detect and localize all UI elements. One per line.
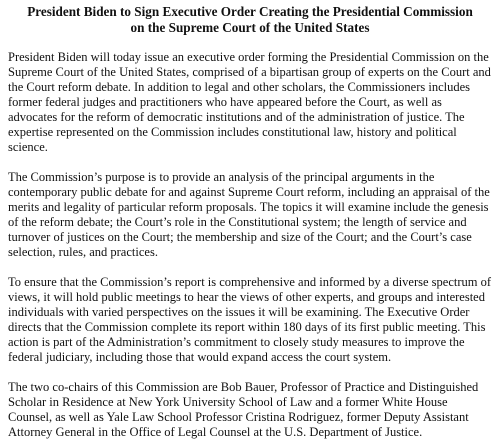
paragraph-intro: President Biden will today issue an executive order forming the Presidential Commission on the Supreme Court of the United States, comprised of a bipartisan group of experts on the Court and the Court reform debate. In addition to legal and other scholars, the Commissioners includes former federal judges and practitioners who have appeared before the Court, as well as advocates for the reform of democratic institutions and of the administration of justice. The expertise represented on the Commission includes constitutional law, history and political science. <box>8 50 491 154</box>
paragraph-co-chairs: The two co-chairs of this Commission are Bob Bauer, Professor of Practice and Distinguished Scholar in Residence at New York University School of Law and a former White House Counsel, as well as Yale Law School Professor Cristina Rodriguez, former Deputy Assistant Attorney General in the Office of Legal Counsel at the U.S. Department of Justice. <box>8 380 479 439</box>
document-title: President Biden to Sign Executive Order Creating the Presidential Commission on the Supreme Court of the United States <box>27 4 473 35</box>
paragraph-purpose: The Commission’s purpose is to provide an analysis of the principal arguments in the contemporary public debate for and against Supreme Court reform, including an appraisal of the merits and legality of particular reform proposals. The topics it will examine include the genesis of the reform debate; the Court’s role in the Constitutional system; the length of service and turnover of justices on the Court; the membership and size of the Court; and the Court’s case selection, rules, and practices. <box>8 170 490 259</box>
paragraph-public-meetings: To ensure that the Commission’s report is comprehensive and informed by a diverse spectrum of views, it will hold public meetings to hear the views of other experts, and groups and interested individuals with varied perspectives on the issues it will be examining. The Executive Order directs that the Commission complete its report within 180 days of its first public meeting. This action is part of the Administration’s commitment to closely study measures to improve the federal judiciary, including those that would expand access the court system. <box>8 275 492 364</box>
